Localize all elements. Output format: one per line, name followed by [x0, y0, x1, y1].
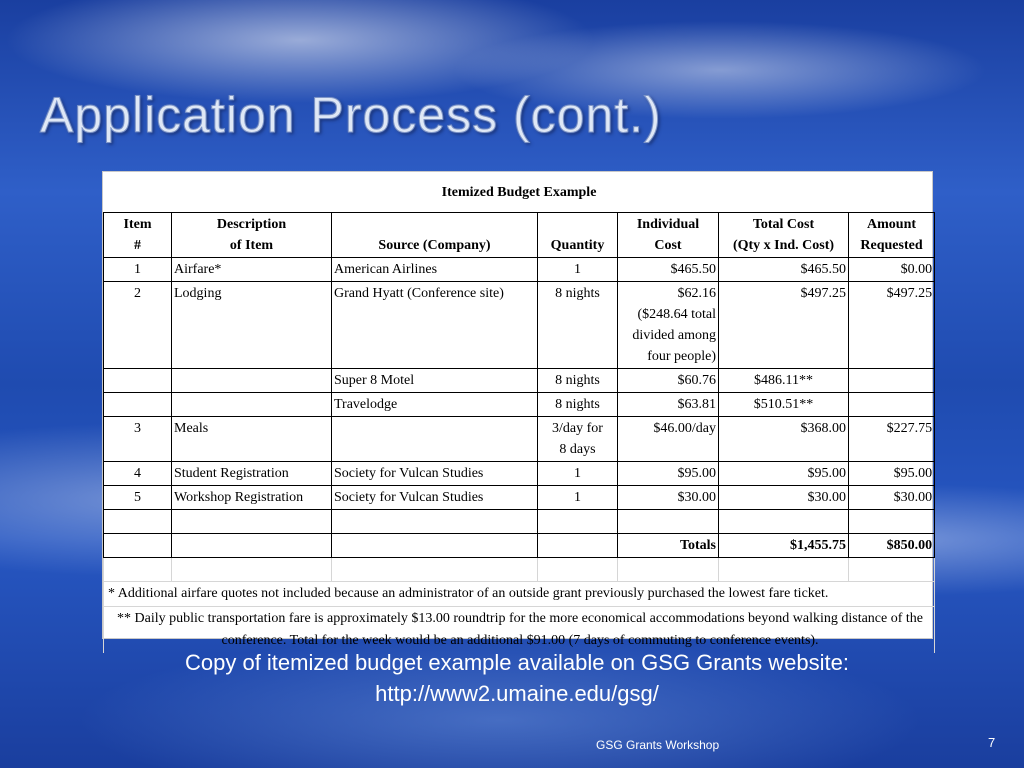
table-row	[104, 282, 935, 369]
table-row	[104, 258, 935, 282]
cell-empty	[538, 534, 618, 558]
cell-empty	[172, 534, 332, 558]
table-row-empty	[104, 510, 935, 534]
cell-total-cost: $497.25	[719, 282, 849, 369]
cell-total-cost: $510.51**	[719, 393, 849, 417]
cell-amount-requested	[849, 393, 935, 417]
cell-individual-cost: $46.00/day	[618, 417, 719, 462]
cell-source	[332, 417, 538, 462]
table-row-spacer	[104, 558, 935, 582]
slide-number: 7	[988, 735, 996, 750]
cell-empty	[172, 510, 332, 534]
cell-empty	[538, 558, 618, 582]
cell-individual-cost: $465.50	[618, 258, 719, 282]
table-row	[104, 369, 935, 393]
cell-description: Airfare*	[172, 258, 332, 282]
cell-item: 5	[104, 486, 172, 510]
table-row	[104, 393, 935, 417]
header-total-cost: Total Cost (Qty x Ind. Cost)	[719, 213, 849, 258]
totals-amount-requested: $850.00	[849, 534, 935, 558]
header-source: Source (Company)	[332, 213, 538, 258]
cell-total-cost: $368.00	[719, 417, 849, 462]
cell-item: 4	[104, 462, 172, 486]
caption-line-1: Copy of itemized budget example available on GSG Grants website:	[184, 650, 850, 675]
totals-total-cost: $1,455.75	[719, 534, 849, 558]
cell-empty	[332, 510, 538, 534]
cell-empty	[849, 558, 935, 582]
budget-table	[103, 172, 935, 653]
header-amount-requested: Amount Requested	[849, 213, 935, 258]
footnote-airfare: * Additional airfare quotes not included because an administrator of an outside grant previously purchased the lowest fare ticket.	[104, 582, 935, 607]
cell-quantity: 8 nights	[538, 369, 618, 393]
cell-empty	[849, 510, 935, 534]
cell-item: 2	[104, 282, 172, 369]
cell-individual-cost: $95.00	[618, 462, 719, 486]
cell-description	[172, 393, 332, 417]
table-row	[104, 462, 935, 486]
cell-description: Workshop Registration	[172, 486, 332, 510]
cell-item	[104, 393, 172, 417]
cell-description	[172, 369, 332, 393]
cell-amount-requested: $95.00	[849, 462, 935, 486]
cell-quantity: 3/day for 8 days	[538, 417, 618, 462]
cell-individual-cost: $60.76	[618, 369, 719, 393]
cell-quantity: 8 nights	[538, 282, 618, 369]
header-individual-cost: Individual Cost	[618, 213, 719, 258]
cell-total-cost: $465.50	[719, 258, 849, 282]
table-row	[104, 486, 935, 510]
header-description: Description of Item	[172, 213, 332, 258]
cell-source: American Airlines	[332, 258, 538, 282]
slide-title: Application Process (cont.)	[40, 87, 662, 143]
totals-row	[104, 534, 935, 558]
cell-amount-requested: $0.00	[849, 258, 935, 282]
cell-item: 3	[104, 417, 172, 462]
website-caption	[60, 647, 974, 709]
table-row	[104, 417, 935, 462]
cell-source: Travelodge	[332, 393, 538, 417]
website-url: http://www2.umaine.edu/gsg/	[375, 681, 659, 706]
cell-empty	[618, 510, 719, 534]
totals-label: Totals	[618, 534, 719, 558]
cell-amount-requested: $30.00	[849, 486, 935, 510]
cell-quantity: 8 nights	[538, 393, 618, 417]
footnote-transportation: ** Daily public transportation fare is approximately $13.00 roundtrip for the more economical accommodations beyond walking distance of the conference. Total for the week would be an additional $91.00 (7 days of commuting to conference events).	[104, 607, 935, 654]
cell-source: Grand Hyatt (Conference site)	[332, 282, 538, 369]
cell-total-cost: $95.00	[719, 462, 849, 486]
cell-amount-requested	[849, 369, 935, 393]
header-quantity: Quantity	[538, 213, 618, 258]
cell-total-cost: $486.11**	[719, 369, 849, 393]
cell-item	[104, 369, 172, 393]
budget-table-title: Itemized Budget Example	[441, 184, 597, 200]
cell-individual-cost: $62.16 ($248.64 total divided among four people)	[618, 282, 719, 369]
cell-description: Meals	[172, 417, 332, 462]
cell-empty	[332, 558, 538, 582]
cell-empty	[719, 558, 849, 582]
cell-individual-cost: $63.81	[618, 393, 719, 417]
cell-description: Student Registration	[172, 462, 332, 486]
cell-quantity: 1	[538, 462, 618, 486]
cell-amount-requested: $497.25	[849, 282, 935, 369]
cell-quantity: 1	[538, 258, 618, 282]
cell-source: Super 8 Motel	[332, 369, 538, 393]
cell-quantity: 1	[538, 486, 618, 510]
cell-empty	[618, 558, 719, 582]
cell-source: Society for Vulcan Studies	[332, 486, 538, 510]
slide-footer: GSG Grants Workshop	[596, 738, 720, 752]
cell-item: 1	[104, 258, 172, 282]
cell-empty	[332, 534, 538, 558]
cell-description: Lodging	[172, 282, 332, 369]
cell-source: Society for Vulcan Studies	[332, 462, 538, 486]
cell-empty	[104, 558, 172, 582]
cell-individual-cost: $30.00	[618, 486, 719, 510]
cell-empty	[719, 510, 849, 534]
cell-empty	[538, 510, 618, 534]
cell-amount-requested: $227.75	[849, 417, 935, 462]
cell-empty	[172, 558, 332, 582]
cell-empty	[104, 534, 172, 558]
budget-table-panel	[102, 171, 933, 648]
cell-total-cost: $30.00	[719, 486, 849, 510]
cell-empty	[104, 510, 172, 534]
header-item: Item #	[104, 213, 172, 258]
